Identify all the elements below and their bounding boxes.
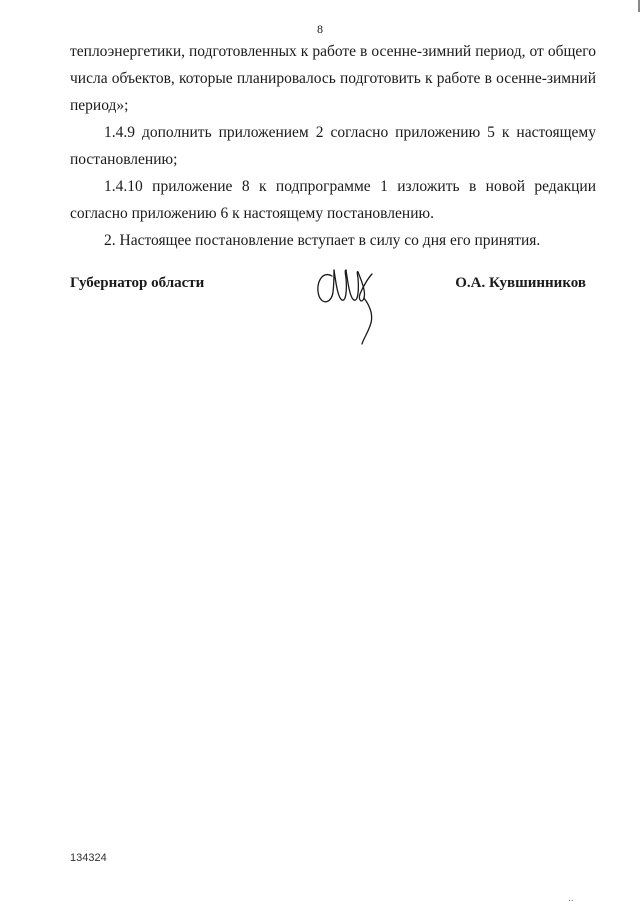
paragraph-item-1-4-10: 1.4.10 приложение 8 к подпрограмме 1 изложить в новой редакции согласно приложению 6 к настоящему постановлению. [70,178,596,222]
handwritten-signature [312,262,384,346]
signer-name: О.А. Кувшинников [455,275,586,291]
paragraph-item-2: 2. Настоящее постановление вступает в силу со дня его принятия. [104,232,541,249]
signer-title: Губернатор области [70,275,205,291]
paragraph-item-1-4-9: 1.4.9 дополнить приложением 2 согласно приложению 5 к настоящему постановлению; [70,124,596,168]
scan-artifact-dots: .. [568,894,574,904]
document-code: 134324 [70,852,107,864]
document-body [70,38,596,254]
paragraph-continuation: теплоэнергетики, подготовленных к работе в осенне-зимний период, от общего числа объектов, которые планировалось подготовить к работе в осенне-зимний период»; [70,43,596,114]
page-number: 8 [317,22,323,36]
